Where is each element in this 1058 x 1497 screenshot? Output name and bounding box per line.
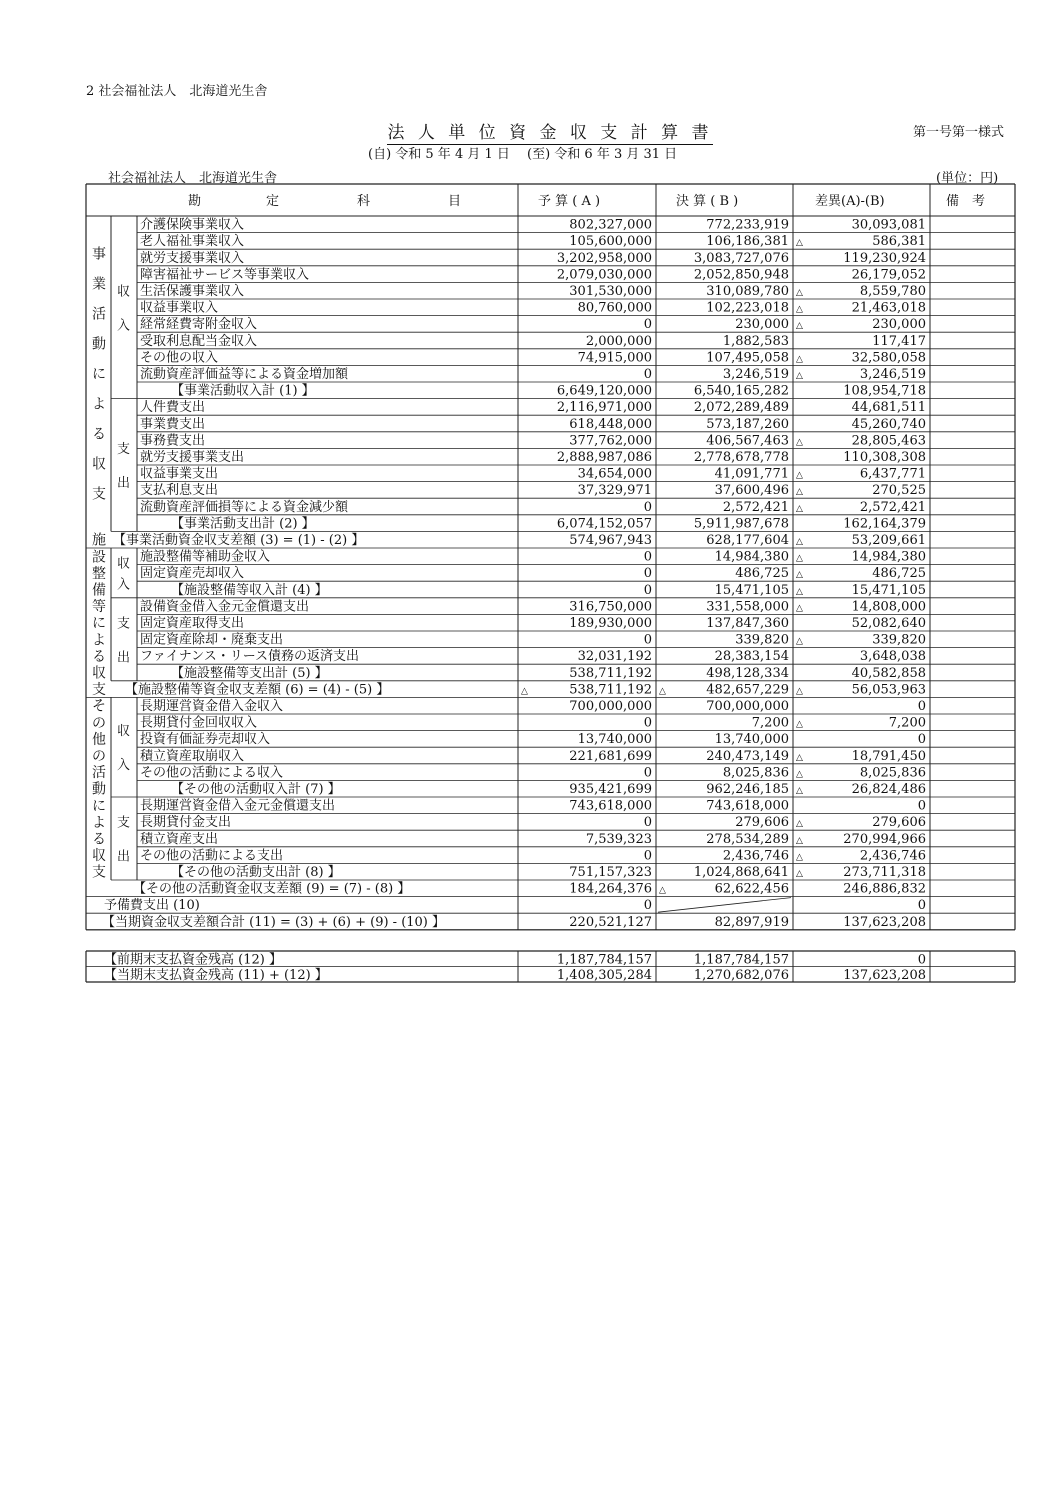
row-label: 事業費支出 [140, 416, 206, 432]
negative-marker: △ [796, 869, 803, 879]
budget-value: 935,421,699 [569, 782, 652, 797]
negative-marker: △ [796, 636, 803, 647]
budget-value: 0 [643, 549, 652, 565]
budget-value: 6,074,152,057 [556, 516, 652, 532]
row-label: 流動資産評価益等による資金増加額 [140, 367, 349, 382]
row-label: 【事業活動収入計 (1) 】 [171, 383, 315, 399]
row-label: 長期運営資金借入金収入 [140, 699, 284, 714]
diff-value: 486,725 [872, 566, 926, 582]
diff-value: 52,082,640 [851, 616, 926, 631]
section-label-char: そ [92, 698, 106, 715]
budget-value: 7,539,323 [585, 831, 652, 847]
section-label-char: 事 [92, 246, 106, 263]
section-label-char: 他 [92, 731, 106, 748]
budget-value: 1,408,305,284 [556, 968, 652, 983]
actual-value: 962,246,185 [706, 782, 789, 797]
row-label: 障害福祉サービス等事業収入 [140, 267, 310, 283]
unit-label: (単位：円) [936, 171, 999, 186]
diff-value: 40,582,858 [851, 665, 926, 681]
negative-marker: △ [796, 321, 803, 332]
row-label: 経常経費寄附金収入 [140, 317, 258, 333]
budget-value: 574,967,943 [569, 533, 652, 548]
column-header-note: 備 考 [946, 194, 986, 209]
budget-value: 0 [643, 848, 652, 864]
subsection-label-char: 入 [117, 758, 131, 774]
row-label: 【その他の活動資金収支差額 (9) = (7) - (8) 】 [133, 881, 411, 897]
section-label-char: 支 [92, 864, 106, 881]
negative-marker: △ [796, 835, 803, 846]
actual-value: 3,246,519 [722, 367, 789, 382]
row-label: 【事業活動資金収支差額 (3) = (1) - (2) 】 [113, 533, 365, 548]
negative-marker: △ [796, 437, 803, 448]
diff-value: 6,437,771 [859, 466, 926, 482]
budget-value: 316,750,000 [569, 599, 652, 615]
actual-value: 2,072,289,489 [693, 400, 789, 416]
negative-marker: △ [659, 885, 666, 896]
actual-value: 14,984,380 [714, 549, 789, 565]
actual-value: 279,606 [735, 815, 789, 831]
subsection-label-char: 支 [117, 815, 131, 831]
diff-value: 3,648,038 [859, 649, 926, 665]
diff-value: 15,471,105 [851, 582, 926, 598]
actual-value: 3,083,727,076 [693, 250, 789, 266]
negative-marker: △ [796, 819, 803, 830]
document-title: 法 人 単 位 資 金 収 支 計 算 書 [387, 123, 713, 143]
actual-value: 13,740,000 [714, 732, 789, 748]
actual-value: 331,558,000 [706, 599, 789, 615]
actual-value: 2,436,746 [722, 848, 789, 864]
budget-value: 34,654,000 [577, 466, 652, 482]
column-header-budget: 予 算 ( A ) [538, 194, 601, 209]
row-label: 【当期末支払資金残高 (11) + (12) 】 [104, 968, 328, 983]
row-label: 就労支援事業収入 [140, 250, 245, 266]
actual-value: 1,187,784,157 [693, 952, 789, 968]
budget-value: 2,000,000 [585, 333, 652, 349]
actual-value: 486,725 [735, 566, 789, 582]
diff-value: 45,260,740 [851, 416, 926, 432]
budget-value: 538,711,192 [569, 682, 652, 698]
actual-value: 482,657,229 [706, 682, 789, 698]
budget-value: 802,327,000 [569, 217, 652, 233]
budget-value: 2,116,971,000 [556, 400, 652, 416]
section-label-char: よ [92, 632, 106, 649]
row-label: 予備費支出 (10) [104, 898, 200, 914]
diff-value: 14,984,380 [851, 549, 926, 565]
budget-value: 1,187,784,157 [556, 952, 652, 968]
budget-value: 0 [643, 582, 652, 598]
actual-value: 2,572,421 [722, 499, 789, 515]
section-label-char: の [92, 715, 106, 732]
negative-marker: △ [796, 288, 803, 298]
negative-marker: △ [796, 371, 803, 381]
diff-value: 273,711,318 [843, 865, 926, 880]
section-label-char: 整 [92, 565, 106, 582]
actual-value: 102,223,018 [706, 300, 789, 316]
section-label-char: よ [92, 396, 106, 413]
actual-value: 107,495,058 [706, 350, 789, 366]
diff-value: 246,886,832 [843, 881, 926, 897]
section-label-char: に [92, 798, 106, 815]
budget-value: 743,618,000 [569, 798, 652, 814]
actual-value: 743,618,000 [706, 798, 789, 814]
actual-value: 310,089,780 [706, 284, 789, 299]
diff-value: 270,525 [872, 483, 926, 499]
row-label: その他の活動による収入 [140, 765, 284, 781]
diff-value: 108,954,718 [843, 383, 926, 399]
row-label: 流動資産評価損等による資金減少額 [140, 499, 349, 515]
row-label: 受取利息配当金収入 [140, 333, 258, 349]
negative-marker: △ [796, 586, 803, 597]
row-label: 人件費支出 [140, 400, 206, 416]
actual-value: 1,270,682,076 [693, 968, 789, 983]
diff-value: 26,824,486 [851, 782, 926, 797]
section-label-char: 動 [92, 336, 106, 353]
section-label-char: 動 [92, 781, 106, 798]
diff-value: 28,805,463 [851, 433, 926, 449]
budget-value: 37,329,971 [577, 483, 652, 499]
section-label-char: る [92, 648, 106, 665]
budget-value: 0 [643, 317, 652, 333]
column-header-diff: 差異(A)-(B) [815, 194, 885, 209]
section-label-char: 備 [92, 582, 106, 599]
negative-marker: △ [796, 503, 803, 514]
diff-value: 0 [917, 798, 926, 814]
section-label-char: る [92, 426, 106, 443]
diff-value: 230,000 [872, 317, 926, 333]
page-org-header: 2 社会福祉法人 北海道光生舎 [86, 84, 268, 99]
row-label: 長期貸付金支出 [140, 815, 232, 831]
budget-value: 74,915,000 [577, 350, 652, 366]
row-label: 生活保護事業収入 [140, 284, 245, 299]
row-label: その他の活動による支出 [140, 848, 284, 864]
actual-value: 1,882,583 [722, 333, 789, 349]
actual-value: 2,778,678,778 [693, 450, 789, 465]
section-label-char: に [92, 366, 106, 383]
section-label-char: 支 [92, 682, 106, 699]
negative-marker: △ [796, 304, 803, 315]
actual-value: 573,187,260 [706, 416, 789, 432]
diff-value: 14,808,000 [851, 599, 926, 615]
actual-value: 278,534,289 [706, 831, 789, 847]
actual-value: 6,540,165,282 [693, 383, 789, 399]
row-label: 固定資産除却・廃棄支出 [140, 632, 284, 648]
diff-value: 119,230,924 [843, 250, 926, 266]
budget-value: 0 [643, 715, 652, 731]
column-header-actual: 決 算 ( B ) [676, 194, 739, 209]
budget-value: 538,711,192 [569, 665, 652, 681]
budget-value: 32,031,192 [577, 649, 652, 665]
budget-value: 700,000,000 [569, 699, 652, 714]
actual-value: 406,567,463 [706, 433, 789, 449]
diff-value: 110,308,308 [843, 450, 926, 465]
form-number: 第一号第一様式 [913, 125, 1005, 140]
negative-marker: △ [796, 686, 803, 697]
budget-value: 189,930,000 [569, 616, 652, 631]
row-label: 【施設整備等収入計 (4) 】 [171, 582, 328, 598]
negative-marker: △ [796, 752, 803, 763]
actual-value: 772,233,919 [706, 217, 789, 233]
budget-value: 0 [643, 367, 652, 382]
diff-value: 117,417 [872, 333, 926, 349]
section-label-char: 施 [92, 532, 106, 549]
diff-value: 0 [917, 952, 926, 968]
row-label: 積立資産取崩収入 [140, 748, 245, 764]
actual-value: 7,200 [751, 715, 789, 731]
diff-value: 8,559,780 [859, 284, 926, 299]
subsection-label-char: 出 [117, 650, 131, 666]
diff-value: 44,681,511 [851, 400, 926, 416]
budget-value: 0 [643, 499, 652, 515]
diff-value: 0 [917, 699, 926, 714]
actual-value: 240,473,149 [706, 748, 789, 764]
actual-value: 106,186,381 [706, 234, 789, 250]
budget-value: 618,448,000 [569, 416, 652, 432]
row-label: 【前期末支払資金残高 (12) 】 [104, 952, 282, 968]
subsection-label-char: 出 [117, 476, 131, 491]
diff-value: 339,820 [872, 632, 926, 648]
row-label: 設備資金借入金元金償還支出 [140, 599, 310, 615]
diff-value: 7,200 [888, 715, 926, 731]
negative-marker: △ [796, 470, 803, 481]
budget-value: 301,530,000 [569, 284, 652, 299]
negative-marker: △ [796, 852, 803, 863]
row-label: 老人福祉事業収入 [140, 234, 245, 250]
negative-marker: △ [796, 719, 803, 730]
section-label-char: 収 [92, 665, 106, 682]
diff-value: 3,246,519 [859, 367, 926, 382]
row-label: ファイナンス・リース債務の返済支出 [140, 649, 360, 665]
section-label-char: 支 [92, 486, 106, 503]
budget-value: 0 [643, 898, 652, 914]
section-label-char: の [92, 748, 106, 765]
actual-value: 1,024,868,641 [693, 865, 789, 880]
actual-value: 628,177,604 [706, 533, 789, 548]
budget-value: 184,264,376 [569, 881, 652, 897]
organization-name: 社会福祉法人 北海道光生舎 [108, 171, 278, 186]
actual-value: 230,000 [735, 317, 789, 333]
diff-value: 8,025,836 [859, 765, 926, 781]
budget-value: 751,157,323 [569, 865, 652, 880]
section-label-char: に [92, 615, 106, 632]
diff-value: 2,572,421 [859, 499, 926, 515]
section-label-char: 収 [92, 456, 106, 473]
budget-value: 0 [643, 815, 652, 831]
diff-value: 21,463,018 [851, 300, 926, 316]
diff-value: 53,209,661 [851, 533, 926, 548]
row-label: 【施設整備等支出計 (5) 】 [171, 665, 328, 681]
budget-value: 105,600,000 [569, 234, 652, 250]
actual-value: 2,052,850,948 [693, 267, 789, 283]
actual-value: 700,000,000 [706, 699, 789, 714]
actual-value: 15,471,105 [714, 582, 789, 598]
actual-value: 41,091,771 [714, 466, 789, 482]
column-header-item: 勘 定 科 目 [188, 194, 462, 209]
subsection-label-char: 出 [117, 849, 131, 865]
actual-value: 8,025,836 [722, 765, 789, 781]
negative-marker: △ [796, 786, 803, 796]
section-label-char: 収 [92, 848, 106, 865]
subsection-label-char: 入 [117, 577, 131, 593]
row-label: 施設整備等補助金収入 [140, 549, 271, 565]
negative-marker: △ [796, 238, 803, 249]
actual-value: 37,600,496 [714, 483, 789, 499]
diff-value: 162,164,379 [843, 516, 926, 532]
diff-value: 2,436,746 [859, 848, 926, 864]
row-label: 【当期資金収支差額合計 (11) = (3) + (6) + (9) - (10) 】 [102, 914, 446, 930]
negative-marker: △ [796, 603, 803, 614]
negative-marker: △ [796, 769, 803, 780]
diff-value: 32,580,058 [851, 350, 926, 366]
budget-value: 0 [643, 632, 652, 648]
row-label: 【その他の活動支出計 (8) 】 [171, 865, 341, 880]
actual-value: 498,128,334 [706, 665, 789, 681]
diff-value: 137,623,208 [843, 914, 926, 930]
negative-marker: △ [521, 686, 528, 697]
section-label-char: よ [92, 814, 106, 831]
actual-value: 62,622,456 [714, 881, 789, 897]
row-label: 【施設整備等資金収支差額 (6) = (4) - (5) 】 [125, 682, 390, 698]
row-label: 長期運営資金借入金元金償還支出 [140, 798, 336, 814]
negative-marker: △ [796, 553, 803, 564]
row-label: 就労支援事業支出 [140, 450, 245, 465]
row-label: 支払利息支出 [140, 483, 219, 499]
row-label: 収益事業支出 [140, 466, 219, 482]
row-label: 長期貸付金回収収入 [140, 715, 258, 731]
budget-value: 0 [643, 566, 652, 582]
row-label: 【事業活動支出計 (2) 】 [171, 516, 315, 532]
actual-value: 339,820 [735, 632, 789, 648]
row-label: 固定資産売却収入 [140, 566, 245, 582]
row-label: 固定資産取得支出 [140, 616, 245, 631]
diff-value: 18,791,450 [851, 748, 926, 764]
diff-value: 137,623,208 [843, 968, 926, 983]
row-label: 【その他の活動収入計 (7) 】 [171, 782, 341, 797]
negative-marker: △ [796, 537, 803, 547]
budget-value: 377,762,000 [569, 433, 652, 449]
subsection-label-char: 収 [117, 724, 131, 740]
subsection-label-char: 収 [117, 284, 131, 300]
empty-cell-slash [658, 898, 791, 913]
row-label: 収益事業収入 [140, 300, 219, 316]
negative-marker: △ [796, 570, 803, 581]
diff-value: 30,093,081 [851, 217, 926, 233]
row-label: 投資有価証券売却収入 [140, 732, 271, 748]
section-label-char: 活 [92, 306, 106, 323]
budget-value: 0 [643, 765, 652, 781]
budget-value: 2,888,987,086 [556, 450, 652, 465]
diff-value: 279,606 [872, 815, 926, 831]
negative-marker: △ [659, 686, 666, 697]
section-label-char: 等 [92, 599, 106, 616]
row-label: その他の収入 [140, 350, 219, 366]
negative-marker: △ [796, 354, 803, 365]
subsection-label-char: 収 [117, 556, 131, 572]
negative-marker: △ [796, 487, 803, 498]
diff-value: 0 [917, 898, 926, 914]
subsection-label-char: 支 [117, 442, 131, 457]
budget-value: 13,740,000 [577, 732, 652, 748]
actual-value: 82,897,919 [714, 914, 789, 930]
section-label-char: る [92, 831, 106, 848]
budget-value: 220,521,127 [569, 914, 652, 930]
actual-value: 5,911,987,678 [693, 516, 789, 532]
section-label-char: 活 [92, 765, 106, 782]
period-range: (自) 令和 5 年 4 月 1 日 (至) 令和 6 年 3 月 31 日 [368, 147, 678, 162]
actual-value: 28,383,154 [714, 649, 789, 665]
diff-value: 270,994,966 [843, 831, 926, 847]
section-label-char: 設 [92, 549, 106, 566]
budget-value: 80,760,000 [577, 300, 652, 316]
section-label-char: 業 [92, 276, 106, 293]
row-label: 介護保険事業収入 [140, 217, 245, 233]
row-label: 事務費支出 [140, 433, 206, 449]
subsection-label-char: 支 [117, 616, 131, 632]
budget-value: 6,649,120,000 [556, 383, 652, 399]
diff-value: 586,381 [872, 234, 926, 250]
budget-value: 2,079,030,000 [556, 267, 652, 283]
diff-value: 56,053,963 [851, 682, 926, 698]
budget-value: 3,202,958,000 [556, 250, 652, 266]
row-label: 積立資産支出 [140, 831, 219, 847]
budget-value: 221,681,699 [569, 748, 652, 764]
diff-value: 0 [917, 732, 926, 748]
diff-value: 26,179,052 [851, 267, 926, 283]
actual-value: 137,847,360 [706, 616, 789, 631]
subsection-label-char: 入 [117, 318, 131, 334]
